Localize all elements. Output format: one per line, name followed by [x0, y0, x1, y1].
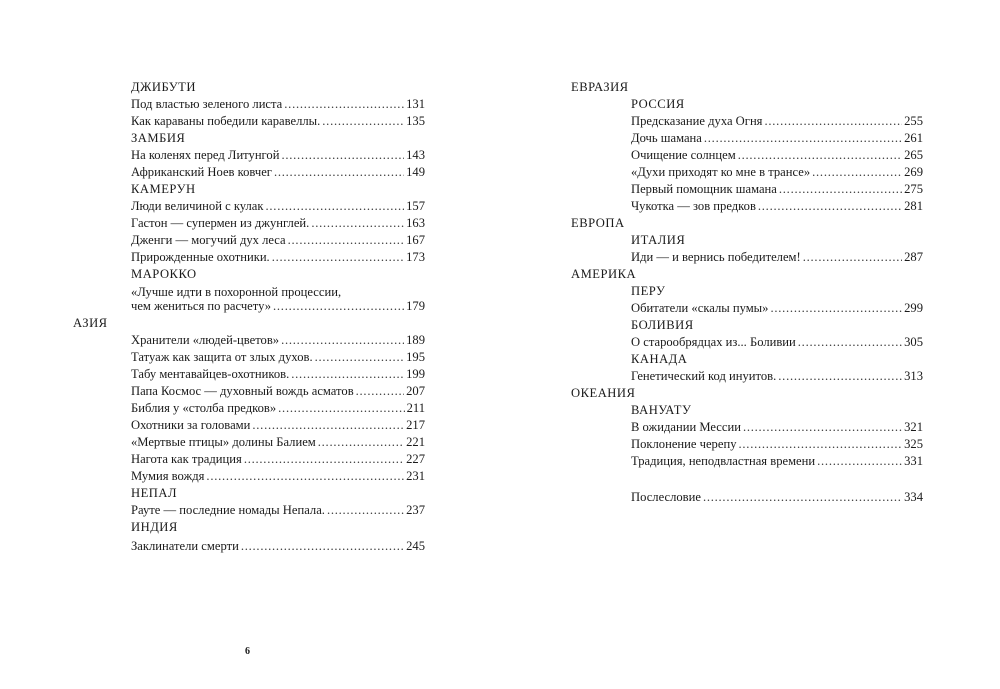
leader-dots [244, 451, 404, 467]
leader-dots [273, 298, 404, 314]
toc-entry: Первый помощник шамана . . . 275 [631, 181, 923, 197]
toc-entry: На коленях перед Литунгой . . . 143 [131, 147, 425, 163]
leader-dots [241, 538, 404, 554]
leader-dots [322, 113, 404, 129]
leader-dots [812, 164, 902, 180]
toc-entry: чем жениться по расчету» . . . 179 [131, 298, 425, 314]
toc-entry: Папа Космос — духовный вождь асматов . . . 207 [131, 383, 425, 399]
toc-entry: Предсказание духа Огня . . . 255 [631, 113, 923, 129]
toc-entry-afterword: Послесловие . . . 334 [631, 489, 923, 505]
section-italy: ИТАЛИЯ [631, 233, 686, 247]
leader-dots [356, 383, 404, 399]
leader-dots [288, 232, 404, 248]
toc-entry-line1: «Лучше идти в похоронной процессии, [131, 285, 342, 299]
section-russia: РОССИЯ [631, 97, 685, 111]
leader-dots [778, 368, 902, 384]
leader-dots [704, 130, 902, 146]
toc-entry: Генетический код инуитов. . . . 313 [631, 368, 923, 384]
section-djibouti: ДЖИБУТИ [131, 80, 196, 94]
toc-entry: Дочь шамана . . . 261 [631, 130, 923, 146]
toc-entry: В ожидании Мессии . . . 321 [631, 419, 923, 435]
toc-entry: Чукотка — зов предков . . . 281 [631, 198, 923, 214]
toc-entry: «Духи приходят ко мне в трансе» . . . 269 [631, 164, 923, 180]
section-vanuatu: ВАНУАТУ [631, 403, 692, 417]
section-europe: ЕВРОПА [571, 216, 625, 230]
section-canada: КАНАДА [631, 352, 688, 366]
leader-dots [272, 249, 404, 265]
toc-entry: Гастон — супермен из джунглей. . . . 163 [131, 215, 425, 231]
toc-entry: Рауте — последние номады Непала. . . . 237 [131, 502, 425, 518]
toc-entry: Поклонение черепу . . . 325 [631, 436, 923, 452]
toc-entry: О старообрядцах из... Боливии . . . 305 [631, 334, 923, 350]
section-asia: АЗИЯ [73, 316, 108, 330]
leader-dots [803, 249, 902, 265]
leader-dots [206, 468, 404, 484]
leader-dots [739, 436, 903, 452]
section-zambia: ЗАМБИЯ [131, 131, 186, 145]
toc-entry: «Мертвые птицы» долины Балием . . . 221 [131, 434, 425, 450]
toc-entry: Обитатели «скалы пумы» . . . 299 [631, 300, 923, 316]
page-number: 6 [245, 646, 250, 657]
toc-entry: Очищение солнцем . . . 265 [631, 147, 923, 163]
leader-dots [327, 502, 404, 518]
leader-dots [798, 334, 902, 350]
section-nepal: НЕПАЛ [131, 486, 178, 500]
toc-entry: Иди — и вернись победителем! . . . 287 [631, 249, 923, 265]
toc-entry: Под властью зеленого листа . . . 131 [131, 96, 425, 112]
toc-entry: Мумия вождя . . . 231 [131, 468, 425, 484]
toc-entry: Охотники за головами . . . 217 [131, 417, 425, 433]
leader-dots [291, 366, 404, 382]
leader-dots [281, 147, 404, 163]
section-eurasia: ЕВРАЗИЯ [571, 80, 629, 94]
leader-dots [738, 147, 902, 163]
leader-dots [318, 434, 404, 450]
leader-dots [315, 349, 405, 365]
leader-dots [266, 198, 405, 214]
toc-entry: Люди величиной с кулак . . . 157 [131, 198, 425, 214]
section-america: АМЕРИКА [571, 267, 637, 281]
toc-entry: Дженги — могучий дух леса . . . 167 [131, 232, 425, 248]
leader-dots [758, 198, 902, 214]
section-oceania: ОКЕАНИЯ [571, 386, 636, 400]
toc-entry: Библия у «столба предков» . . . 211 [131, 400, 425, 416]
toc-entry: Как караваны победили каравеллы. . . . 135 [131, 113, 425, 129]
section-bolivia: БОЛИВИЯ [631, 318, 694, 332]
leader-dots [284, 96, 404, 112]
section-peru: ПЕРУ [631, 284, 666, 298]
section-morocco: МАРОККО [131, 267, 197, 281]
leader-dots [779, 181, 902, 197]
toc-entry: Африканский Ноев ковчег . . . 149 [131, 164, 425, 180]
toc-entry: Прирожденные охотники. . . . 173 [131, 249, 425, 265]
toc-entry: Табу ментавайцев-охотников. . . . 199 [131, 366, 425, 382]
leader-dots [743, 419, 902, 435]
toc-entry: Нагота как традиция . . . 227 [131, 451, 425, 467]
leader-dots [281, 332, 404, 348]
section-india: ИНДИЯ [131, 520, 178, 534]
leader-dots [817, 453, 902, 469]
leader-dots [770, 300, 902, 316]
leader-dots [703, 489, 902, 505]
leader-dots [274, 164, 404, 180]
toc-entry: Татуаж как защита от злых духов. . . . 195 [131, 349, 425, 365]
leader-dots [311, 215, 404, 231]
toc-entry: Традиция, неподвластная времени . . . 331 [631, 453, 923, 469]
toc-entry: Заклинатели смерти . . . 245 [131, 538, 425, 554]
toc-entry: Хранители «людей-цветов» . . . 189 [131, 332, 425, 348]
leader-dots [278, 400, 404, 416]
leader-dots [764, 113, 902, 129]
leader-dots [252, 417, 404, 433]
section-cameroon: КАМЕРУН [131, 182, 196, 196]
